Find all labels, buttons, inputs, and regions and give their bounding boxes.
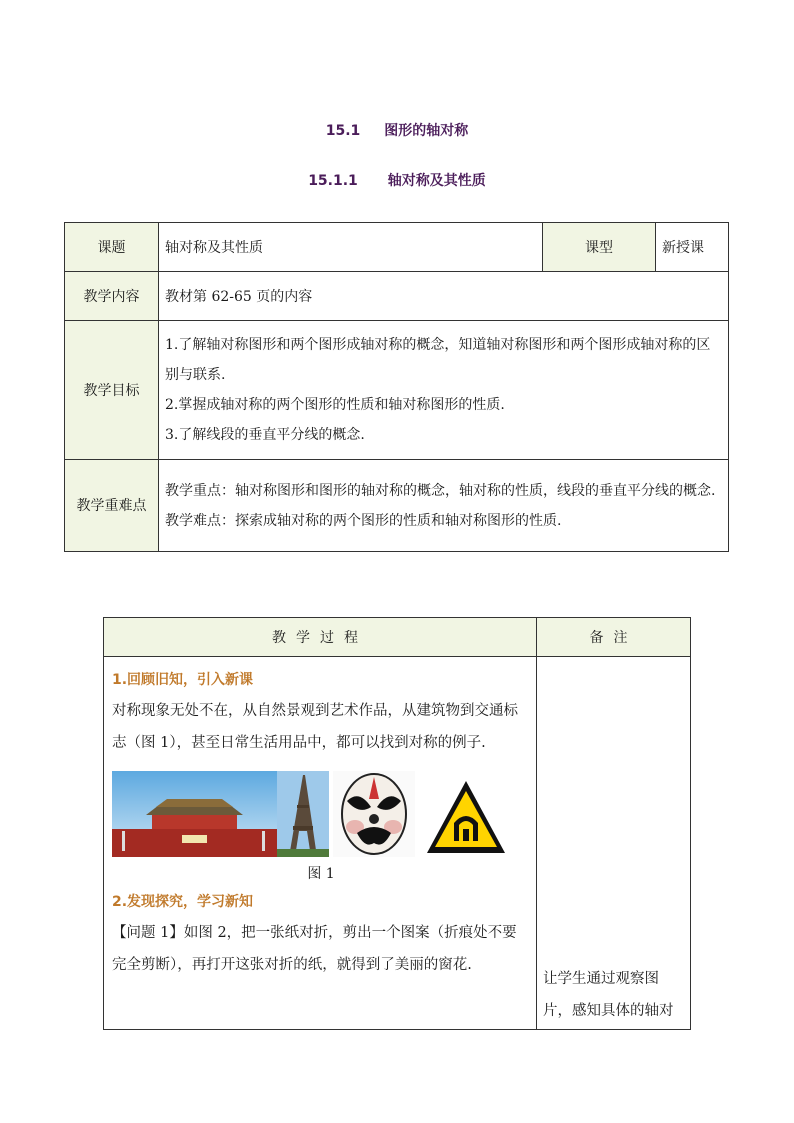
note-cell <box>537 657 691 1030</box>
lesson-label: 课题 <box>65 223 159 272</box>
lesson-info-table <box>64 222 729 552</box>
key-label: 教学重难点 <box>65 460 159 552</box>
section-name: 图形的轴对称 <box>384 123 469 139</box>
section-heading: 2.发现探究，学习新知 <box>112 894 254 910</box>
goals-label: 教学目标 <box>65 321 159 460</box>
goal-item: 2.掌握成轴对称的两个图形的性质和轴对称图形的性质. <box>165 397 505 413</box>
content-label: 教学内容 <box>65 272 159 321</box>
lesson-value: 轴对称及其性质 <box>159 223 543 272</box>
figure-caption: 图 1 <box>307 866 335 882</box>
tunnel-sign-image <box>423 777 509 857</box>
table-row <box>65 321 729 460</box>
key-point: 教学重点：轴对称图形和图形的轴对称的概念，轴对称的性质，线段的垂直平分线的概念. <box>165 482 716 499</box>
goal-item: 1.了解轴对称图形和两个图形成轴对称的概念，知道轴对称图形和两个图形成轴对称的区别与联系. <box>165 337 711 383</box>
process-body <box>104 657 537 1030</box>
paragraph: 【问题 1】如图 2，把一张纸对折，剪出一个图案（折痕处不要完全剪断），再打开这张对折的纸，就得到了美丽的窗花. <box>112 925 517 973</box>
type-label: 课型 <box>543 223 656 272</box>
table-row <box>65 460 729 552</box>
note-header: 备注 <box>537 618 691 657</box>
content-value: 教材第 62-65 页的内容 <box>159 272 729 321</box>
table-header-row <box>104 618 691 657</box>
type-value: 新授课 <box>656 223 729 272</box>
tiananmen-image <box>112 771 277 857</box>
table-row <box>65 272 729 321</box>
subsection-name: 轴对称及其性质 <box>387 173 486 189</box>
paragraph: 对称现象无处不在，从自然景观到艺术作品，从建筑物到交通标志（图 1），甚至日常生活用品中，都可以找到对称的例子. <box>112 703 518 751</box>
eiffel-tower-image <box>277 771 329 857</box>
subsection-number: 15.1.1 <box>308 173 358 189</box>
process-header: 教学过程 <box>104 618 537 657</box>
key-point: 教学难点：探索成轴对称的两个图形的性质和轴对称图形的性质. <box>165 512 562 529</box>
section-number: 15.1 <box>325 123 361 139</box>
note-text: 让学生通过观察图片，感知具体的轴对 <box>543 971 674 1019</box>
key-points <box>159 460 729 552</box>
table-row <box>104 657 691 1030</box>
figure-images <box>112 767 530 857</box>
goals-list <box>159 321 729 460</box>
process-table <box>103 617 691 1030</box>
section-heading: 1.回顾旧知，引入新课 <box>112 672 254 688</box>
subsection-title <box>0 170 794 190</box>
table-row <box>65 223 729 272</box>
goal-item: 3.了解线段的垂直平分线的概念. <box>165 427 365 443</box>
opera-mask-image <box>333 771 415 857</box>
section-title <box>0 120 794 140</box>
